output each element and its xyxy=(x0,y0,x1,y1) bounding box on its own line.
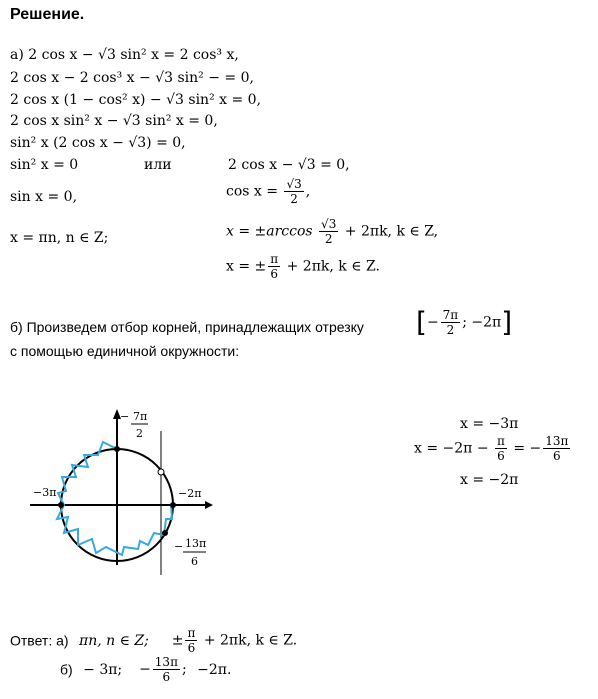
point-top xyxy=(114,446,120,452)
point-right xyxy=(170,502,176,508)
eq-line-3: 2 cos x (1 − cos² x) − √3 sin² x = 0, xyxy=(10,92,262,108)
eq-line-8-right: x = ±arccos $\frac{√3}{2}$ + 2πk, k ∈ Z, xyxy=(226,217,439,246)
root-2: x = −2π − $\frac{\pi}{6}$ = − $\frac{13\pi}{6}$ xyxy=(414,434,569,463)
eq-line-1: а) 2 cos x − √3 sin² x = 2 cos³ x, xyxy=(10,47,239,63)
root-3: x = −2π xyxy=(460,472,519,488)
eq-line-2: 2 cos x − 2 cos³ x − √3 sin² − = 0, xyxy=(10,70,254,86)
unit-circle-diagram xyxy=(0,395,300,595)
root-1: x = −3π xyxy=(460,416,519,432)
label-top-den: 2 xyxy=(136,427,143,440)
solution-title: Решение. xyxy=(10,6,85,23)
eq-line-4: 2 cos x sin² x − √3 sin² x = 0, xyxy=(10,113,218,129)
label-bottom-den: 6 xyxy=(191,555,198,568)
eq-line-6-right: 2 cos x − √3 = 0, xyxy=(228,157,350,173)
interval: [− $\frac{7\pi}{2}$ ; −2π] xyxy=(416,305,513,339)
eq-line-6-or: или xyxy=(144,157,172,173)
point-left xyxy=(58,502,64,508)
point-open xyxy=(158,469,164,475)
label-bottom-sign: − xyxy=(174,540,184,553)
eq-line-6-left: sin² x = 0 xyxy=(10,157,79,173)
label-bottom-num: 13π xyxy=(185,537,207,550)
part-b-text: б) Произведем отбор корней, принадлежащих отрезку xyxy=(10,319,364,335)
label-top-sign: − xyxy=(120,410,130,423)
eq-line-7-right: cos x = $\frac{√3}{2}$ , xyxy=(226,177,311,206)
part-b-text-2: с помощью единичной окружности: xyxy=(10,343,240,359)
eq-line-7-left: sin x = 0, xyxy=(10,189,78,205)
eq-line-5: sin² x (2 cos x − √3) = 0, xyxy=(10,135,186,151)
label-left: −3π xyxy=(33,486,57,499)
eq-line-8-left: x = πn, n ∈ Z; xyxy=(10,230,109,246)
eq-line-9: x = ± $\frac{\pi}{6}$ + 2πk, k ∈ Z. xyxy=(226,252,380,281)
label-top-num: 7π xyxy=(133,410,148,423)
point-bottom-right xyxy=(162,530,168,536)
answer-b: б) − 3π; − $\frac{13\pi}{6}$ ; −2π. xyxy=(60,655,232,684)
answer-a: Ответ: а) πn, n ∈ Z; ± $\frac{\pi}{6}$ + 2πk, k ∈ Z. xyxy=(10,626,298,655)
label-right: −2π xyxy=(178,487,202,500)
x-axis-arrow xyxy=(205,501,213,509)
arc-arrow-path xyxy=(57,442,172,555)
